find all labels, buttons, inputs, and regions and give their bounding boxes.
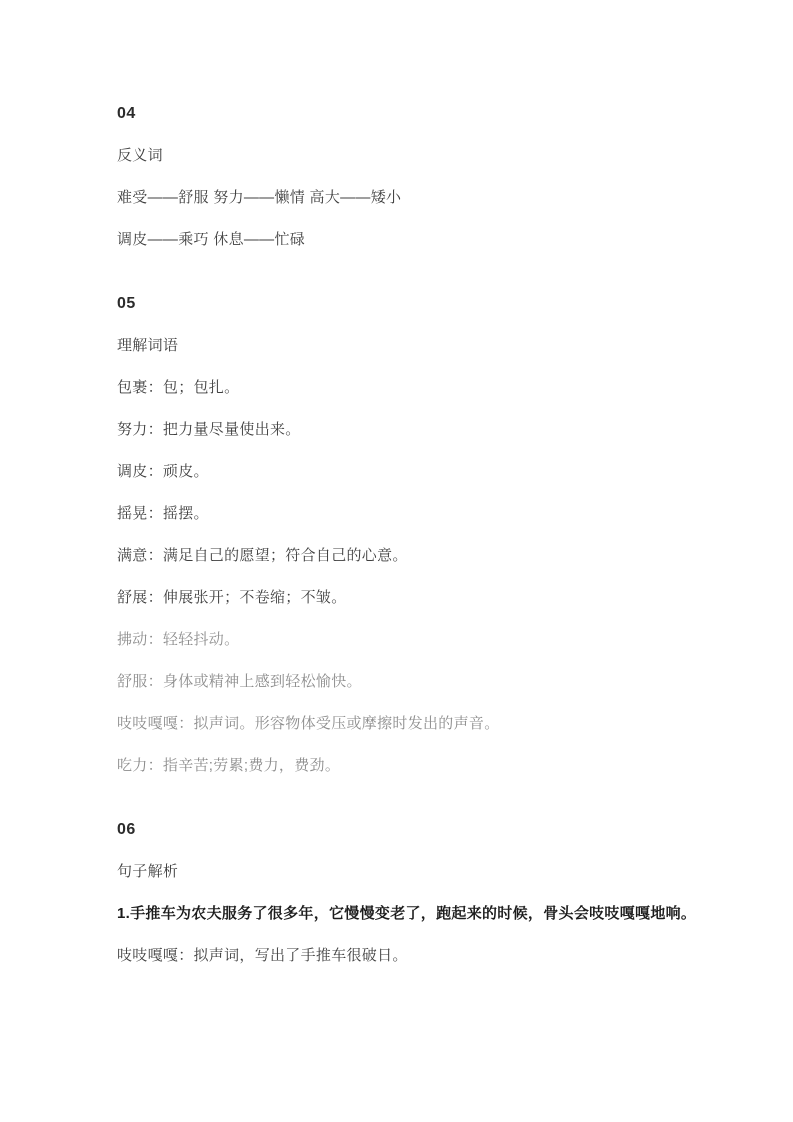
definition-line: 吱吱嘎嘎：拟声词。形容物体受压或摩擦时发出的声音。	[117, 715, 500, 732]
definition-line: 舒服：身体或精神上感到轻松愉快。	[117, 673, 362, 690]
section-number: 06	[117, 821, 136, 838]
sentence-explanation: 吱吱嘎嘎：拟声词，写出了手推车很破日。	[117, 947, 408, 964]
section-04	[117, 104, 703, 250]
definition-line: 舒展：伸展张开；不卷缩；不皱。	[117, 589, 347, 606]
antonym-pairs-line: 调皮——乘巧 休息——忙碌	[117, 231, 306, 248]
antonym-pairs-line: 难受——舒服 努力——懒情 高大——矮小	[117, 189, 402, 206]
definition-line: 努力：把力量尽量使出来。	[117, 421, 301, 438]
definition-line: 满意：满足自己的愿望；符合自己的心意。	[117, 547, 408, 564]
section-05	[117, 294, 703, 776]
definition-line: 拂动：轻轻抖动。	[117, 631, 240, 648]
definition-line: 包裹：包；包扎。	[117, 379, 240, 396]
definition-line: 吃力：指辛苦;劳累;费力，费劲。	[117, 757, 341, 774]
section-06	[117, 820, 703, 966]
section-number: 05	[117, 295, 136, 312]
analyzed-sentence: 1.手推车为农夫服务了很多年，它慢慢变老了，跑起来的时候，骨头会吱吱嘎嘎地响。	[117, 905, 697, 922]
definition-line: 调皮：顽皮。	[117, 463, 209, 480]
section-number: 04	[117, 105, 136, 122]
section-title: 反义词	[117, 147, 163, 164]
section-title: 理解词语	[117, 337, 179, 354]
definition-line: 摇晃：摇摆。	[117, 505, 209, 522]
section-title: 句子解析	[117, 863, 179, 880]
